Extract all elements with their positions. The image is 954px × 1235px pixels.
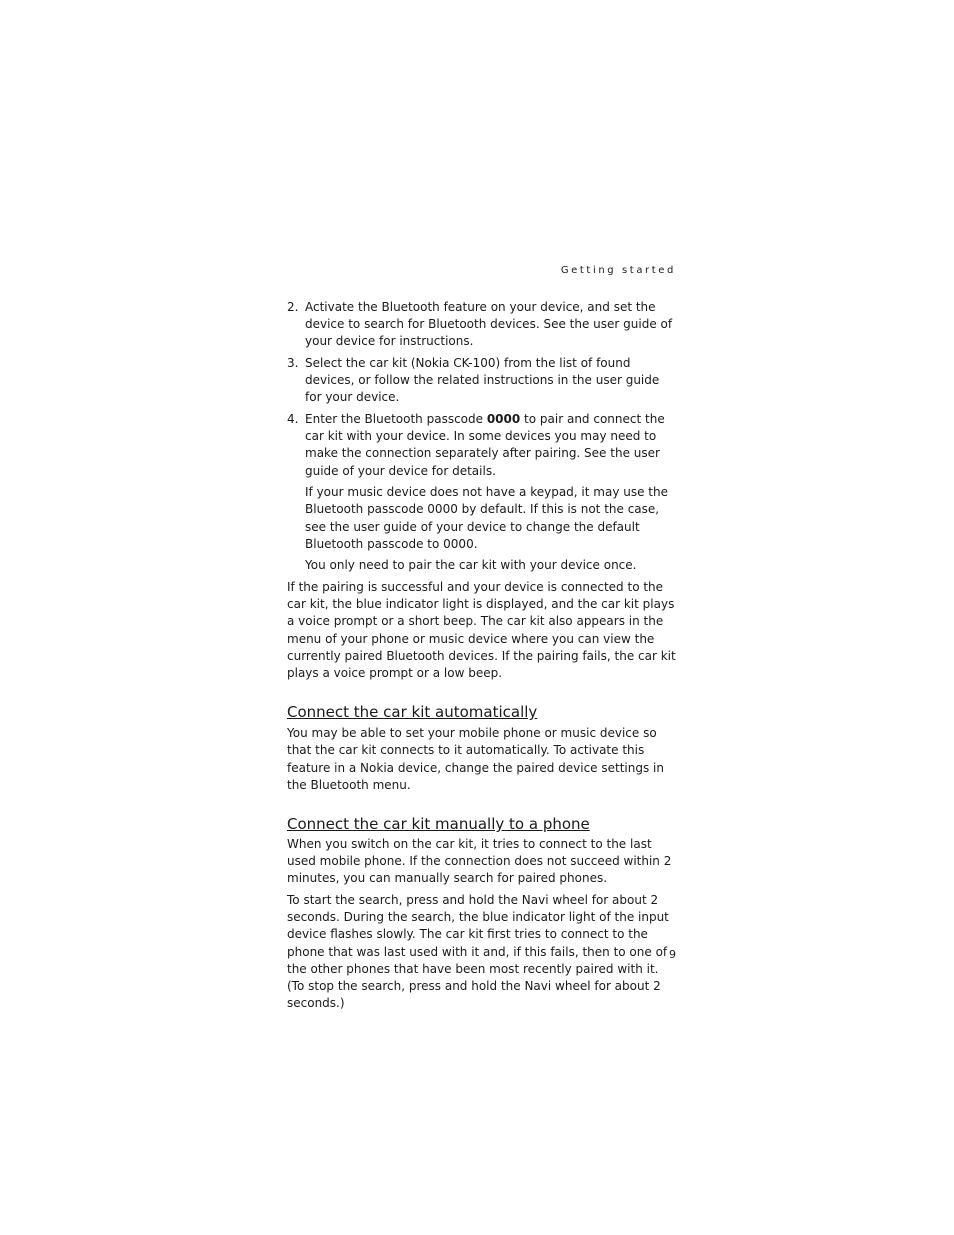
step-2 <box>287 299 679 351</box>
step-number: 3. <box>287 356 299 370</box>
page-content <box>287 299 679 1017</box>
pairing-result-paragraph: If the pairing is successful and your device is connected to the car kit, the blue indicator light is displayed, and the car kit plays a voice prompt or a short beep. The car kit also appears in the menu of your phone or music device where you can view the currently paired Bluetooth devices. If the pairing fails, the car kit plays a voice prompt or a low beep. <box>287 580 676 681</box>
step-4 <box>287 411 679 480</box>
heading-connect-manually: Connect the car kit manually to a phone <box>287 815 590 834</box>
page-number: 9 <box>669 948 676 961</box>
step-text <box>305 411 679 480</box>
step-text-before: Enter the Bluetooth passcode <box>305 412 487 426</box>
step-text-after: to pair and connect the car kit with your device. In some devices you may need to make the connection separately after pairing. See the user guide of your device for details. <box>305 412 665 478</box>
step-4-note-keypad: If your music device does not have a keypad, it may use the Bluetooth passcode 0000 by default. If this is not the case, see the user guide of your device to change the default Bluetooth passcode to 0000. <box>305 485 668 551</box>
running-header: Getting started <box>560 265 676 276</box>
step-text: Select the car kit (Nokia CK-100) from the list of found devices, or follow the related instructions in the user guide for your device. <box>305 356 660 405</box>
connect-manually-paragraph-1: When you switch on the car kit, it tries to connect to the last used mobile phone. If the connection does not succeed within 2 minutes, you can manually search for paired phones. <box>287 837 672 886</box>
step-4-note-once: You only need to pair the car kit with your device once. <box>305 558 637 573</box>
step-number: 2. <box>287 300 299 314</box>
step-number: 4. <box>287 412 299 426</box>
connect-automatically-paragraph: You may be able to set your mobile phone or music device so that the car kit connects to it automatically. To activate this feature in a Nokia device, change the paired device settings in the Bluetooth menu. <box>287 726 664 792</box>
heading-connect-automatically: Connect the car kit automatically <box>287 703 538 722</box>
connect-manually-paragraph-2: To start the search, press and hold the Navi wheel for about 2 seconds. During the search, the blue indicator light of the input device flashes slowly. The car kit first tries to connect to the phone that was last used with it and, if this fails, then to one of the other phones that have been most recently paired with it. (To stop the search, press and hold the Navi wheel for about 2 seconds.) <box>287 893 669 1011</box>
document-page <box>287 0 679 1235</box>
step-text: Activate the Bluetooth feature on your device, and set the device to search for Bluetooth devices. See the user guide of your device for instructions. <box>305 300 673 349</box>
step-3 <box>287 355 679 407</box>
passcode: 0000 <box>486 412 521 426</box>
